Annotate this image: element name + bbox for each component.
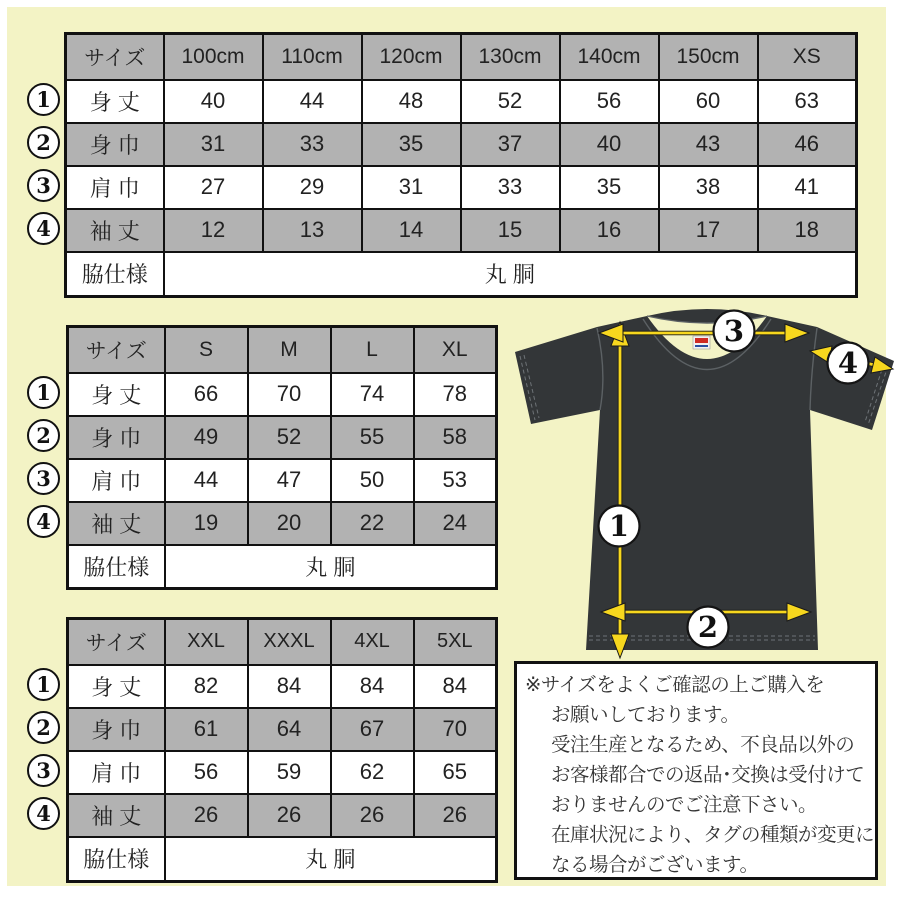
svg-text:2: 2	[697, 610, 719, 644]
size-cell-4XL-row4: 26	[331, 794, 414, 837]
svg-text:4: 4	[837, 346, 859, 380]
size-cell-110cm-row2: 33	[263, 123, 362, 166]
note-line-2: お願いしております。	[551, 704, 740, 726]
row-marker-3: 3	[27, 754, 60, 787]
row-label-4: 袖 丈	[66, 209, 164, 252]
size-cell-M-row3: 47	[248, 459, 331, 502]
size-cell-XL-row3: 53	[414, 459, 497, 502]
note-line-5: おりませんのでご注意下さい。	[551, 794, 818, 816]
size-cell-L-row4: 22	[331, 502, 414, 545]
row-label-3: 肩 巾	[68, 751, 165, 794]
size-cell-100cm-row1: 40	[164, 80, 263, 123]
note-line-1: ※サイズをよくご確認の上ご購入を	[525, 674, 825, 696]
size-cell-140cm-row3: 35	[560, 166, 659, 209]
size-cell-S-row1: 66	[165, 373, 248, 416]
column-header-S: S	[165, 327, 248, 373]
row-marker-2: 2	[27, 711, 60, 744]
size-cell-5XL-row2: 70	[414, 708, 497, 751]
size-cell-140cm-row1: 56	[560, 80, 659, 123]
size-cell-XS-row2: 46	[758, 123, 857, 166]
row-marker-1: 1	[27, 376, 60, 409]
row-marker-2: 2	[27, 126, 60, 159]
svg-text:3: 3	[723, 314, 745, 348]
note-line-6: 在庫状況により、タグの種類が変更に	[551, 824, 875, 846]
size-cell-140cm-row2: 40	[560, 123, 659, 166]
size-cell-130cm-row4: 15	[461, 209, 560, 252]
size-cell-150cm-row3: 38	[659, 166, 758, 209]
size-cell-XXXL-row3: 59	[248, 751, 331, 794]
row-label-1: 身 丈	[66, 80, 164, 123]
size-cell-XXXL-row4: 26	[248, 794, 331, 837]
footer-value: 丸 胴	[165, 837, 497, 882]
size-table-s-xl	[66, 325, 498, 590]
size-cell-XXL-row4: 26	[165, 794, 248, 837]
size-cell-150cm-row4: 17	[659, 209, 758, 252]
row-label-3: 肩 巾	[66, 166, 164, 209]
size-cell-150cm-row1: 60	[659, 80, 758, 123]
size-cell-4XL-row1: 84	[331, 665, 414, 708]
row-marker-2: 2	[27, 419, 60, 452]
size-cell-XXXL-row1: 84	[248, 665, 331, 708]
size-cell-110cm-row1: 44	[263, 80, 362, 123]
row-label-4: 袖 丈	[68, 794, 165, 837]
column-header-140cm: 140cm	[560, 34, 659, 80]
size-cell-130cm-row1: 52	[461, 80, 560, 123]
size-cell-5XL-row1: 84	[414, 665, 497, 708]
column-header-M: M	[248, 327, 331, 373]
size-cell-L-row2: 55	[331, 416, 414, 459]
size-cell-120cm-row1: 48	[362, 80, 461, 123]
size-table-corner-label: サイズ	[68, 327, 165, 373]
size-cell-XS-row3: 41	[758, 166, 857, 209]
size-cell-XL-row2: 58	[414, 416, 497, 459]
size-cell-130cm-row3: 33	[461, 166, 560, 209]
column-header-150cm: 150cm	[659, 34, 758, 80]
size-cell-120cm-row3: 31	[362, 166, 461, 209]
row-label-1: 身 丈	[68, 665, 165, 708]
column-header-130cm: 130cm	[461, 34, 560, 80]
footer-value: 丸 胴	[165, 545, 497, 589]
column-header-4XL: 4XL	[331, 619, 414, 665]
row-label-4: 袖 丈	[68, 502, 165, 545]
svg-text:1: 1	[608, 509, 630, 543]
purchase-note-box	[514, 661, 878, 880]
size-cell-XXXL-row2: 64	[248, 708, 331, 751]
diagram-marker-3	[714, 311, 755, 352]
row-label-3: 肩 巾	[68, 459, 165, 502]
footer-label: 脇仕様	[68, 837, 165, 882]
row-marker-3: 3	[27, 169, 60, 202]
size-cell-XXL-row3: 56	[165, 751, 248, 794]
row-marker-1: 1	[27, 83, 60, 116]
size-cell-S-row4: 19	[165, 502, 248, 545]
size-cell-M-row4: 20	[248, 502, 331, 545]
row-label-2: 身 巾	[66, 123, 164, 166]
brand-tag-icon	[693, 336, 710, 349]
size-cell-XL-row4: 24	[414, 502, 497, 545]
size-cell-XS-row1: 63	[758, 80, 857, 123]
size-cell-150cm-row2: 43	[659, 123, 758, 166]
column-header-110cm: 110cm	[263, 34, 362, 80]
footer-value: 丸 胴	[164, 252, 857, 297]
note-line-7: なる場合がございます。	[551, 854, 759, 876]
size-cell-120cm-row2: 35	[362, 123, 461, 166]
size-cell-130cm-row2: 37	[461, 123, 560, 166]
column-header-XL: XL	[414, 327, 497, 373]
size-cell-100cm-row2: 31	[164, 123, 263, 166]
row-marker-4: 4	[27, 212, 60, 245]
size-cell-140cm-row4: 16	[560, 209, 659, 252]
column-header-5XL: 5XL	[414, 619, 497, 665]
size-cell-S-row2: 49	[165, 416, 248, 459]
note-line-3: 受注生産となるため、不良品以外の	[551, 734, 855, 756]
size-cell-XL-row1: 78	[414, 373, 497, 416]
row-marker-4: 4	[27, 797, 60, 830]
footer-label: 脇仕様	[68, 545, 165, 589]
size-cell-XXL-row1: 82	[165, 665, 248, 708]
row-marker-1: 1	[27, 668, 60, 701]
size-cell-4XL-row2: 67	[331, 708, 414, 751]
row-marker-3: 3	[27, 462, 60, 495]
size-table-corner-label: サイズ	[68, 619, 165, 665]
size-cell-100cm-row3: 27	[164, 166, 263, 209]
size-cell-5XL-row3: 65	[414, 751, 497, 794]
size-cell-110cm-row4: 13	[263, 209, 362, 252]
column-header-XXXL: XXXL	[248, 619, 331, 665]
diagram-marker-2	[688, 607, 729, 648]
tshirt-measurement-diagram	[505, 306, 897, 660]
row-label-2: 身 巾	[68, 416, 165, 459]
size-table-kids-xs	[64, 32, 858, 298]
size-cell-4XL-row3: 62	[331, 751, 414, 794]
size-table-corner-label: サイズ	[66, 34, 164, 80]
footer-label: 脇仕様	[66, 252, 164, 297]
note-line-4: お客様都合での返品･交換は受付けて	[551, 764, 865, 786]
column-header-XS: XS	[758, 34, 857, 80]
size-cell-L-row1: 74	[331, 373, 414, 416]
column-header-L: L	[331, 327, 414, 373]
size-cell-5XL-row4: 26	[414, 794, 497, 837]
column-header-120cm: 120cm	[362, 34, 461, 80]
size-cell-S-row3: 44	[165, 459, 248, 502]
size-table-xxl-5xl	[66, 617, 498, 883]
size-cell-XS-row4: 18	[758, 209, 857, 252]
column-header-100cm: 100cm	[164, 34, 263, 80]
size-cell-120cm-row4: 14	[362, 209, 461, 252]
diagram-marker-1	[599, 506, 640, 547]
row-label-1: 身 丈	[68, 373, 165, 416]
row-label-2: 身 巾	[68, 708, 165, 751]
row-marker-4: 4	[27, 505, 60, 538]
size-cell-100cm-row4: 12	[164, 209, 263, 252]
size-cell-L-row3: 50	[331, 459, 414, 502]
size-cell-XXL-row2: 61	[165, 708, 248, 751]
size-cell-M-row2: 52	[248, 416, 331, 459]
column-header-XXL: XXL	[165, 619, 248, 665]
size-cell-110cm-row3: 29	[263, 166, 362, 209]
diagram-marker-4	[828, 343, 869, 384]
size-cell-M-row1: 70	[248, 373, 331, 416]
